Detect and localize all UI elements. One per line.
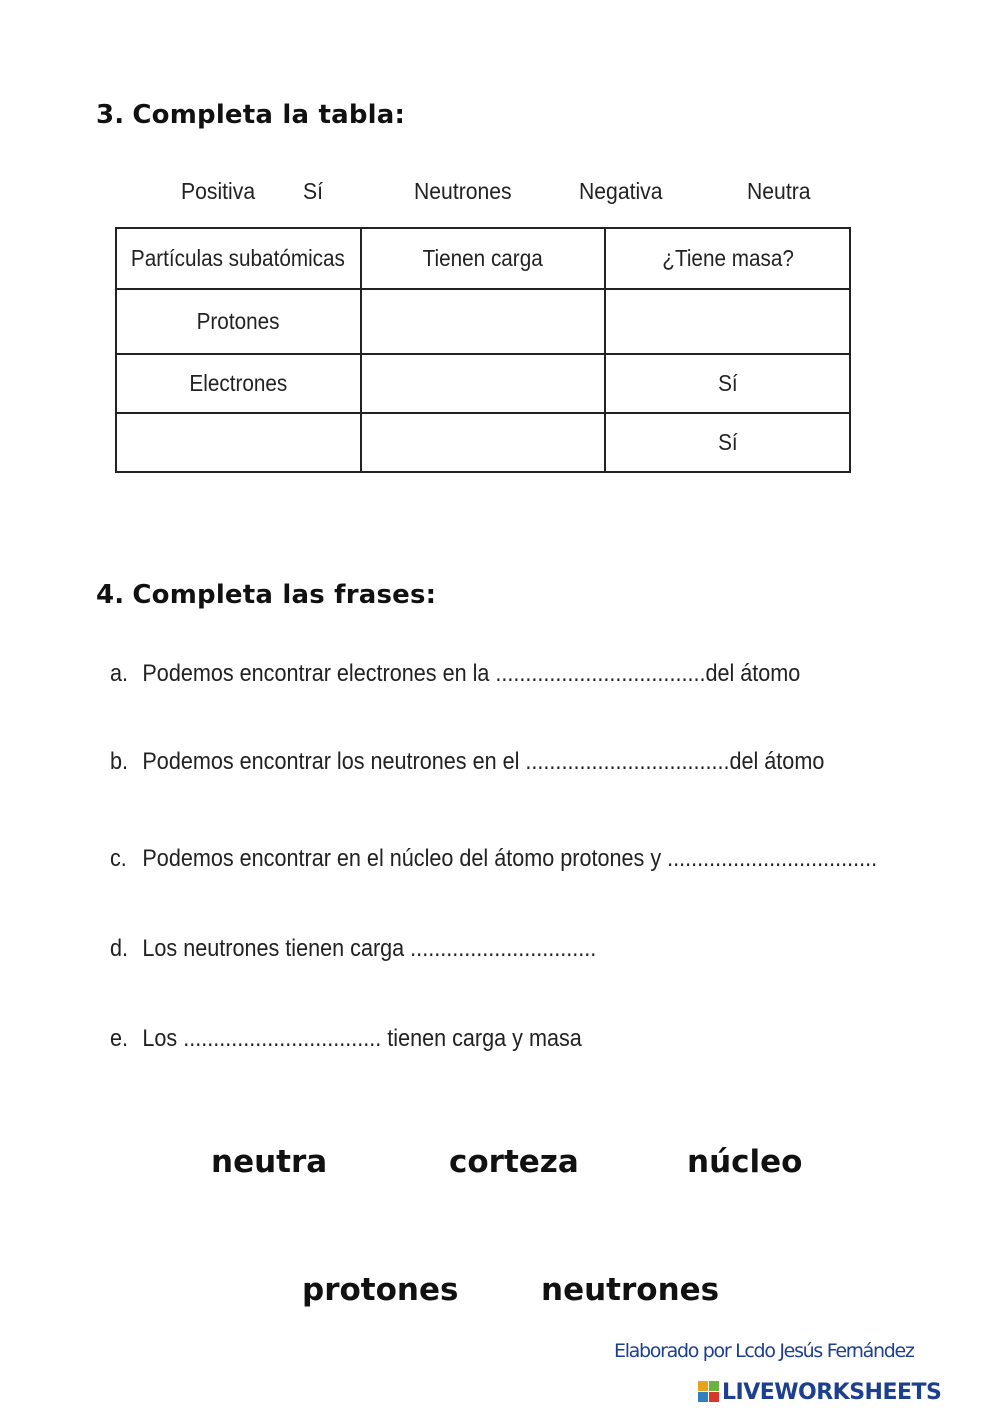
word-tile-neutra[interactable]: neutra: [211, 1144, 328, 1180]
cell-text: Protones: [196, 308, 280, 334]
sentence-letter: b.: [110, 748, 129, 775]
section-4-title: Completa las frases:: [132, 580, 437, 610]
cell-text: Electrones: [189, 370, 288, 396]
word-bank-item: Neutrones: [414, 178, 512, 204]
sentence-letter: c.: [110, 845, 127, 872]
sentence-a: [110, 660, 800, 688]
word-tile-corteza[interactable]: corteza: [449, 1144, 579, 1180]
table-cell: [605, 413, 850, 472]
answer-cell[interactable]: [605, 289, 850, 354]
section-4-number: 4.: [96, 580, 125, 610]
section-4-heading: [96, 580, 436, 610]
logo-square-icon: [709, 1381, 719, 1391]
word-bank-item: Negativa: [579, 178, 663, 204]
cell-text: Sí: [717, 370, 738, 396]
header-particles: Partículas subatómicas: [131, 245, 346, 271]
sentence-e: [110, 1025, 582, 1053]
word-tile-neutrones[interactable]: neutrones: [541, 1272, 720, 1308]
liveworksheets-wordmark: LIVEWORKSHEETS: [722, 1379, 942, 1405]
sentence-letter: d.: [110, 935, 129, 962]
table-cell: [116, 354, 361, 413]
section-3-number: 3.: [96, 100, 125, 130]
word-bank-item: Positiva: [181, 178, 256, 204]
word-bank-item: Sí: [303, 178, 323, 204]
header-charge: Tienen carga: [422, 245, 544, 271]
logo-square-icon: [698, 1392, 708, 1402]
sentence-text: Los neutrones tienen carga ...............................: [142, 935, 597, 962]
word-bank-item: Neutra: [747, 178, 811, 204]
table-header-cell: [605, 228, 850, 289]
word-tile-protones[interactable]: protones: [302, 1272, 459, 1308]
table-cell: [116, 289, 361, 354]
table-header-cell: [361, 228, 606, 289]
sentence-letter: a.: [110, 660, 129, 687]
sentence-d: [110, 935, 596, 963]
sentence-c: [110, 845, 877, 873]
answer-cell[interactable]: [116, 413, 361, 472]
sentence-letter: e.: [110, 1025, 129, 1052]
sentence-text: Podemos encontrar en el núcleo del átomo protones y ...................................: [142, 845, 878, 872]
sentence-text: Podemos encontrar los neutrones en el ..................................del átomo: [142, 748, 825, 775]
subatomic-particles-table: [115, 227, 851, 473]
cell-text: Sí: [717, 429, 738, 455]
sentence-text: Podemos encontrar electrones en la ...................................del átomo: [142, 660, 801, 687]
sentence-b: [110, 748, 824, 776]
table-header-cell: [116, 228, 361, 289]
table-row: [116, 354, 850, 413]
section-3-title: Completa la tabla:: [132, 100, 406, 130]
sentence-text: Los ................................. tienen carga y masa: [142, 1025, 582, 1052]
header-mass: ¿Tiene masa?: [661, 245, 794, 271]
table-cell: [605, 354, 850, 413]
logo-square-icon: [698, 1381, 708, 1391]
answer-cell[interactable]: [361, 354, 606, 413]
section-3-heading: [96, 100, 405, 130]
word-tile-nucleo[interactable]: núcleo: [687, 1144, 803, 1180]
liveworksheets-logo-icon: [698, 1381, 720, 1403]
logo-square-icon: [709, 1392, 719, 1402]
answer-cell[interactable]: [361, 413, 606, 472]
answer-cell[interactable]: [361, 289, 606, 354]
liveworksheets-brand[interactable]: [698, 1380, 941, 1404]
table-row: [116, 413, 850, 472]
table-header-row: [116, 228, 850, 289]
author-credit: Elaborado por Lcdo Jesús Fernández: [614, 1340, 914, 1362]
table-row: [116, 289, 850, 354]
